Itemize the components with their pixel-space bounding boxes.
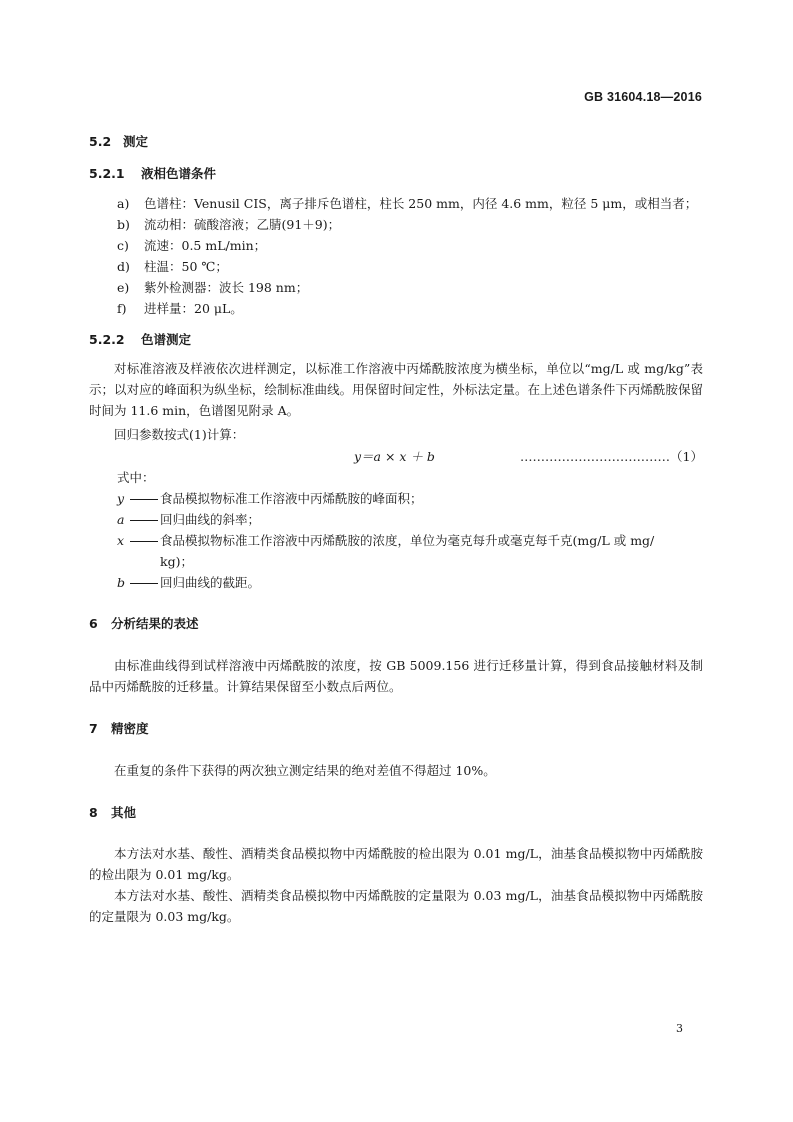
section-title: 色谱测定 — [141, 332, 192, 347]
list-item — [117, 235, 266, 256]
page-number: 3 — [676, 1022, 683, 1035]
detection-limit-paragraph: 本方法对水基、酸性、酒精类食品模拟物中丙烯酰胺的检出限为 0.01 mg/L，油基食品模拟物中丙烯酰胺的检出限为 0.01 mg/kg。 — [89, 846, 703, 882]
em-dash — [130, 499, 158, 500]
variable-description: 回归曲线的斜率； — [160, 512, 261, 527]
regression-intro: 回归参数按式(1)计算： — [114, 427, 245, 442]
section-heading-8 — [89, 803, 136, 821]
list-item — [117, 256, 228, 277]
result-expression-paragraph: 由标准曲线得到试样溶液中丙烯酰胺的浓度，按 GB 5009.156 进行迁移量计算，得到食品接触材料及制品中丙烯酰胺的迁移量。计算结果保留至小数点后两位。 — [89, 658, 703, 694]
section-heading-5-2-1 — [89, 164, 216, 182]
section-title: 精密度 — [111, 721, 149, 736]
variable-description-continuation: kg)； — [160, 554, 193, 569]
variable-symbol: y — [117, 491, 125, 506]
list-text: 紫外检测器：波长 198 nm； — [144, 280, 309, 295]
list-marker: a) — [117, 196, 130, 211]
section-heading-5-2 — [89, 132, 148, 150]
em-dash — [130, 520, 158, 521]
list-text: 柱温：50 ℃； — [144, 259, 228, 274]
list-marker: f) — [117, 301, 127, 316]
list-item — [117, 298, 243, 319]
variable-description: 回归曲线的截距。 — [160, 575, 261, 590]
variable-definition — [117, 509, 260, 530]
section-heading-7 — [89, 719, 149, 737]
section-number: 5.2 — [89, 134, 112, 149]
list-marker: b) — [117, 217, 130, 232]
list-item — [117, 214, 340, 235]
chromatography-paragraph: 对标准溶液及样液依次进样测定，以标准工作溶液中丙烯酰胺浓度为横坐标，单位以“mg/L 或 mg/kg”表示；以对应的峰面积为纵坐标，绘制标准曲线。用保留时间定性，外标法定量。在上述色谱条件下丙烯酰胺保留时间为 11.6 min，色谱图见附录 A。 — [89, 361, 703, 418]
formula-row — [89, 446, 703, 467]
list-text: 进样量：20 μL。 — [144, 301, 243, 316]
section-title: 其他 — [111, 805, 137, 820]
list-text: 流速：0.5 mL/min； — [144, 238, 267, 253]
section-number: 5.2.2 — [89, 332, 125, 347]
list-marker: d) — [117, 259, 130, 274]
section-title: 分析结果的表述 — [111, 616, 199, 631]
section-heading-6 — [89, 614, 199, 632]
list-text: 色谱柱：Venusil CIS，离子排斥色谱柱，柱长 250 mm，内径 4.6 mm，粒径 5 μm，或相当者； — [144, 196, 698, 211]
list-item — [117, 193, 697, 214]
list-marker: e) — [117, 280, 130, 295]
regression-formula: y＝a × x ＋ b — [354, 449, 435, 464]
section-title: 液相色谱条件 — [141, 166, 217, 181]
variable-description: 食品模拟物标准工作溶液中丙烯酰胺的峰面积； — [160, 491, 423, 506]
variable-definition — [117, 488, 423, 509]
where-label: 式中： — [117, 470, 155, 485]
variable-definition — [117, 572, 260, 593]
em-dash — [130, 541, 158, 542]
quantitation-limit-paragraph: 本方法对水基、酸性、酒精类食品模拟物中丙烯酰胺的定量限为 0.03 mg/L，油基食品模拟物中丙烯酰胺的定量限为 0.03 mg/kg。 — [89, 888, 703, 924]
variable-symbol: a — [117, 512, 125, 527]
standard-code: GB 31604.18—2016 — [584, 90, 702, 104]
section-title: 测定 — [123, 134, 149, 149]
precision-paragraph: 在重复的条件下获得的两次独立测定结果的绝对差值不得超过 10%。 — [114, 763, 496, 778]
variable-symbol: x — [117, 533, 125, 548]
section-number: 5.2.1 — [89, 166, 125, 181]
list-item — [117, 277, 308, 298]
section-number: 7 — [89, 721, 98, 736]
variable-symbol: b — [117, 575, 126, 590]
section-number: 6 — [89, 616, 98, 631]
variable-definition — [117, 530, 654, 551]
section-heading-5-2-2 — [89, 330, 191, 348]
section-number: 8 — [89, 805, 98, 820]
list-text: 流动相：硫酸溶液；乙腈(91＋9)； — [144, 217, 341, 232]
formula-number: ………………………………（1） — [520, 449, 703, 464]
em-dash — [130, 583, 158, 584]
list-marker: c) — [117, 238, 129, 253]
variable-description: 食品模拟物标准工作溶液中丙烯酰胺的浓度，单位为毫克每升或毫克每千克(mg/L 或 mg/ — [160, 533, 655, 548]
